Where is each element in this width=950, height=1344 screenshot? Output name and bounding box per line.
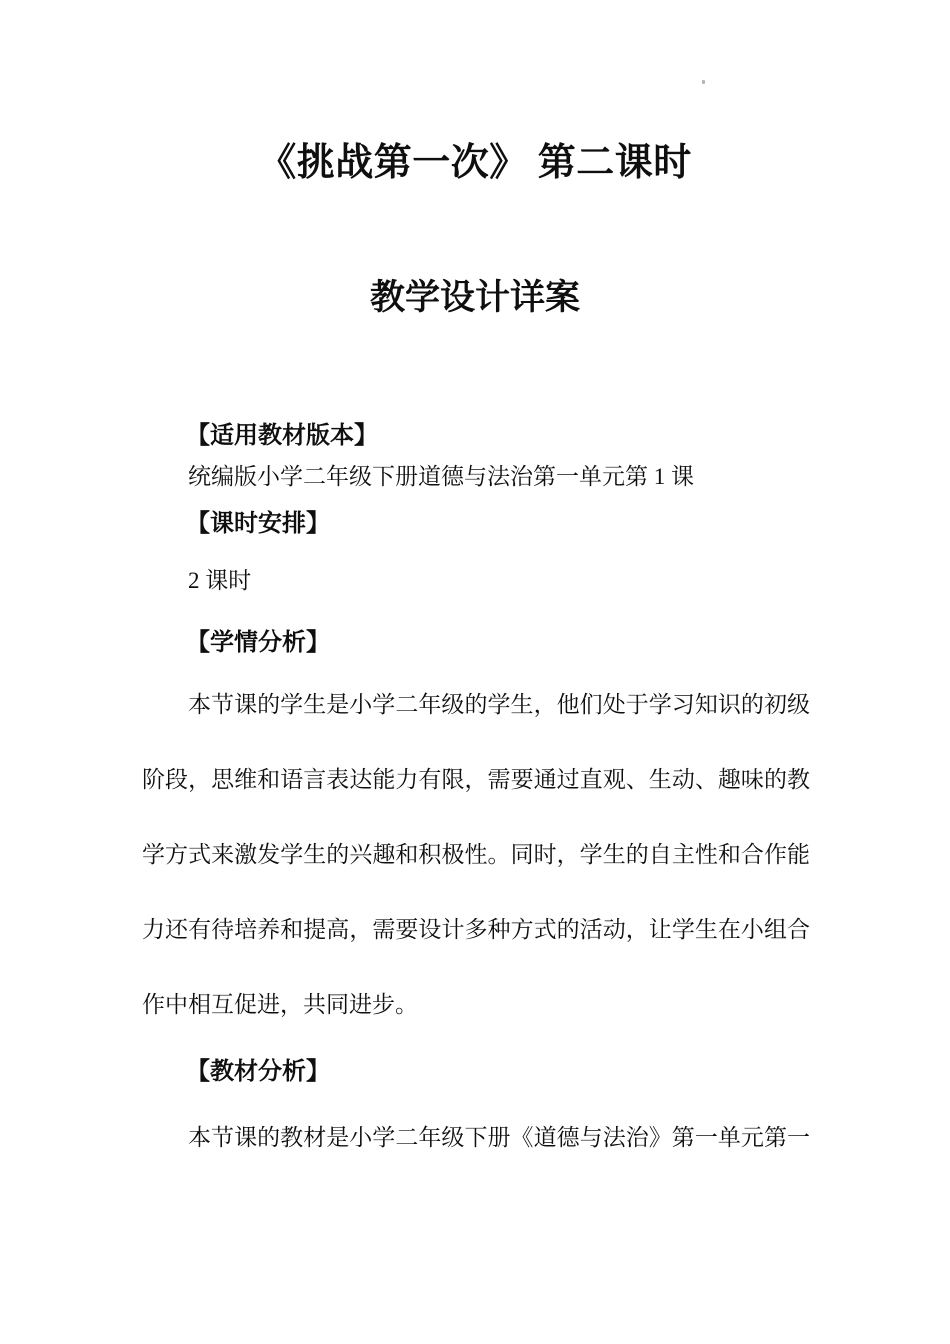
doc-subtitle: 教学设计详案 — [369, 278, 580, 317]
paragraph-line: 本节课的学生是小学二年级的学生，他们处于学习知识的初级 — [188, 692, 810, 717]
paragraph-line: 作中相互促进，共同进步。 — [142, 992, 418, 1017]
doc-title: 《挑战第一次》 第二课时 — [258, 142, 692, 184]
section-line-lesson-schedule: 2 课时 — [188, 568, 252, 593]
paragraph-line: 学方式来激发学生的兴趣和积极性。同时，学生的自主性和合作能 — [142, 842, 810, 867]
section-heading-learner-analysis: 【学情分析】 — [186, 630, 330, 656]
section-heading-lesson-schedule: 【课时安排】 — [186, 511, 330, 537]
section-line-textbook-version: 统编版小学二年级下册道德与法治第一单元第 1 课 — [188, 464, 694, 489]
paragraph-line: 力还有待培养和提高，需要设计多种方式的活动，让学生在小组合 — [142, 917, 810, 942]
section-heading-textbook-analysis: 【教材分析】 — [186, 1059, 330, 1085]
page-artifact-speck — [702, 80, 705, 84]
paragraph-line: 阶段，思维和语言表达能力有限，需要通过直观、生动、趣味的教 — [142, 767, 810, 792]
section-heading-textbook-version: 【适用教材版本】 — [186, 423, 378, 449]
paragraph-line: 本节课的教材是小学二年级下册《道德与法治》第一单元第一 — [188, 1125, 810, 1150]
